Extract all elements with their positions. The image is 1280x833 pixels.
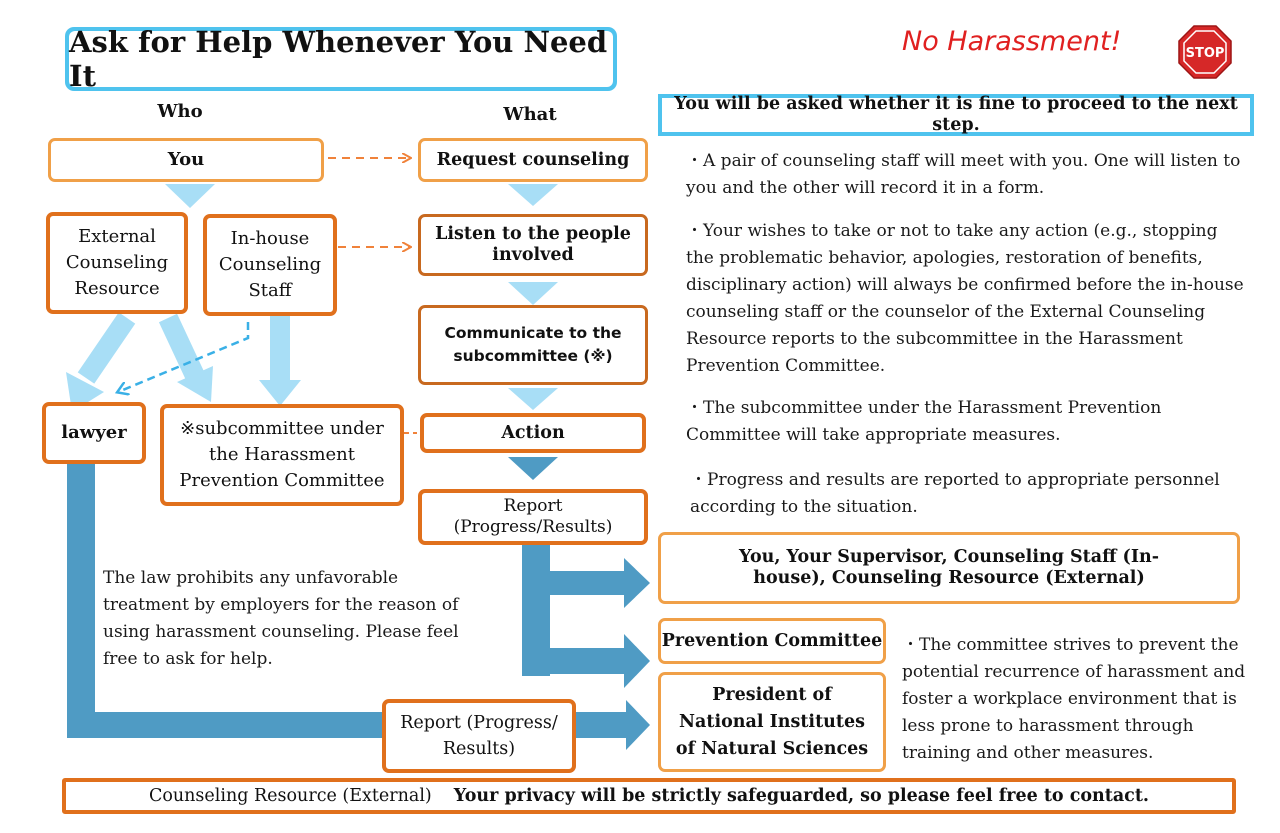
- external-counseling-box: External Counseling Resource: [46, 212, 188, 314]
- prevention-committee-box: Prevention Committee: [658, 618, 886, 664]
- listen-step: Listen to the people involved: [418, 214, 648, 276]
- report-step: Report (Progress/Results): [418, 489, 648, 545]
- stop-sign-icon: [1178, 25, 1232, 79]
- request-counseling-step: Request counseling: [418, 138, 648, 182]
- description-subcommittee-measures: ・The subcommittee under the Harassment Prevention Committee will take appropriate measures.: [686, 398, 1162, 445]
- you-box: You: [48, 138, 324, 182]
- president-box: President of National Institutes of Natural Sciences: [658, 672, 886, 772]
- down-arrow-listen-communicate: [508, 282, 558, 305]
- inhouse-counseling-box: In-house Counseling Staff: [203, 214, 337, 316]
- arrow-external-lawyer: [66, 318, 127, 412]
- arrow-report-distribution: [522, 540, 650, 688]
- footer-privacy: Your privacy will be strictly safeguarded, so please feel free to contact.: [453, 785, 1150, 806]
- description-progress-reporting: ・Progress and results are reported to appropriate personnel according to the situation.: [690, 470, 1220, 517]
- no-harassment-slogan: No Harassment!: [902, 26, 1122, 57]
- subcommittee-box: ※subcommittee under the Harassment Prevention Committee: [160, 404, 404, 506]
- proceed-notice: You will be asked whether it is fine to proceed to the next step.: [658, 94, 1254, 136]
- committee-prevention-note: ・The committee strives to prevent the potential recurrence of harassment and foster a workplace environment that is less prone to harassment through training and other measures.: [902, 635, 1246, 763]
- arrow-external-subcommittee: [168, 318, 213, 402]
- law-note: The law prohibits any unfavorable treatment by employers for the reason of using harassment counseling. Please feel free to ask for help.: [103, 568, 459, 669]
- down-arrow-you: [165, 184, 215, 208]
- down-arrow-request-listen: [508, 184, 558, 206]
- arrow-inhouse-subcommittee: [259, 316, 301, 406]
- description-counseling-meeting: ・A pair of counseling staff will meet with you. One will listen to you and the other will record it in a form.: [686, 151, 1241, 198]
- communicate-step: Communicate to the subcommittee (※): [418, 305, 648, 385]
- lawyer-report-box: Report (Progress/ Results): [382, 699, 576, 773]
- down-arrow-communicate-action: [508, 388, 558, 410]
- lawyer-box: lawyer: [42, 402, 146, 464]
- title-banner: [65, 27, 617, 91]
- action-step: Action: [420, 413, 646, 453]
- who-column-header: Who: [157, 101, 203, 122]
- page-title: Ask for Help Whenever You Need It: [69, 31, 613, 87]
- description-wishes-confirmed: ・Your wishes to take or not to take any action (e.g., stopping the problematic behavior, apologies, restoration of benefits, disciplinary action) will always be confirmed before the in-house counseling staff or the counselor of the External Counseling Resource reports to the subcommittee in the Harassment Prevention Committee.: [686, 221, 1244, 376]
- what-column-header: What: [503, 104, 557, 125]
- stop-sign-text: STOP: [1185, 46, 1225, 61]
- down-arrow-action-report: [508, 457, 558, 480]
- footer-resource: Counseling Resource (External): [148, 785, 432, 806]
- footer-bar: [62, 778, 1236, 814]
- personnel-recipients-box: You, Your Supervisor, Counseling Staff (In-house), Counseling Resource (External): [658, 532, 1240, 604]
